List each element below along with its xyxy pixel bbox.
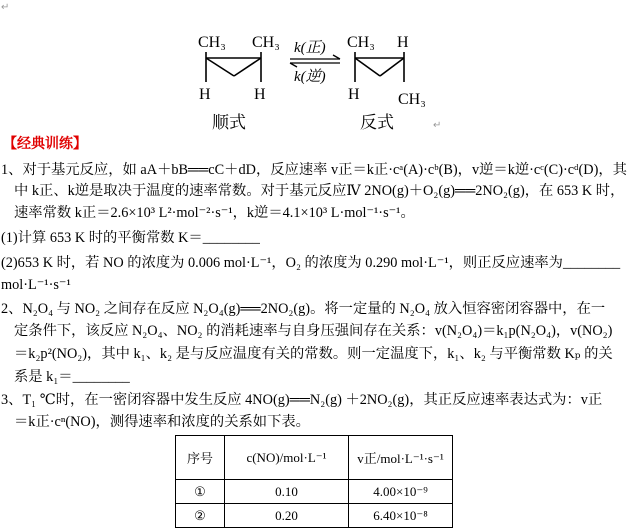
k-reverse: k(逆)	[294, 69, 326, 85]
table-cell: ①	[176, 480, 225, 504]
table-cell: 6.40×10⁻⁸	[349, 504, 453, 528]
table-header-cell: 序号	[176, 436, 225, 480]
paragraph-mark: ↵	[1, 2, 10, 13]
cis-h-left: H	[199, 86, 211, 103]
text-line: 中 k正、k逆是取决于温度的速率常数。对于基元反应Ⅳ 2NO(g)＋O₂(g)══2NO₂(g)，在 653 K 时，	[14, 183, 625, 199]
text-line: mol·L⁻¹·s⁻¹	[1, 277, 71, 293]
table-header-row	[176, 436, 453, 480]
cis-ch3-right: CH₃	[252, 34, 280, 51]
trans-h-top: H	[397, 34, 409, 51]
trans-ch3-bottom: CH₃	[398, 91, 426, 108]
trans-h-bottom: H	[348, 86, 360, 103]
cis-ch3-left: CH₃	[198, 34, 226, 51]
table-header-cell: v正/mol·L⁻¹·s⁻¹	[349, 436, 453, 480]
cis-label: 顺式	[212, 113, 246, 133]
text-line: 速率常数 k正＝2.6×10³ L²·mol⁻²·s⁻¹，k逆＝4.1×10³ L·mol⁻¹·s⁻¹。	[14, 205, 415, 221]
text-line: ＝k₂p²(NO₂)，其中 k₁、k₂ 是与反应温度有关的常数。则一定温度下，k₁、k₂ 与平衡常数 Kₚ 的关	[14, 346, 613, 362]
text-line: ＝k正·cⁿ(NO)，测得速率和浓度的关系如下表。	[14, 414, 310, 430]
trans-label: 反式	[360, 113, 394, 133]
table-cell: 0.20	[225, 504, 349, 528]
table-row	[176, 480, 453, 504]
table-cell: 4.00×10⁻⁹	[349, 480, 453, 504]
table-cell: 0.10	[225, 480, 349, 504]
text-line: 1、对于基元反应，如 aA＋bB══cC＋dD，反应速率 v正＝k正·cᵃ(A)·cᵇ(B)，v逆＝k逆·cᶜ(C)·cᵈ(D)，其	[1, 162, 627, 178]
text-line: (2)653 K 时，若 NO 的浓度为 0.006 mol·L⁻¹，O₂ 的浓度为 0.290 mol·L⁻¹，则正反应速率为________	[1, 255, 621, 271]
cis-trans-diagram	[0, 0, 640, 135]
paragraph-mark: ↵	[433, 120, 442, 131]
k-forward: k(正)	[294, 40, 326, 56]
text-line: 系是 k₁＝________	[14, 369, 130, 385]
text-line: 2、N₂O₄ 与 NO₂ 之间存在反应 N₂O₄(g)══2NO₂(g)。将一定量的 N₂O₄ 放入恒容密闭容器中，在一	[1, 301, 606, 317]
rate-table	[175, 435, 453, 528]
text-line: 定条件下，该反应 N₂O₄、NO₂ 的消耗速率与自身压强间存在关系：v(N₂O₄)＝k₁p(N₂O₄)，v(NO₂)	[14, 323, 613, 339]
text-line: 3、T₁ ℃时，在一密闭容器中发生反应 4NO(g)══N₂(g) ＋2NO₂(g)，其正反应速率表达式为：v正	[1, 392, 603, 408]
text-line: (1)计算 653 K 时的平衡常数 K＝________	[1, 230, 260, 246]
table-cell: ②	[176, 504, 225, 528]
table-row	[176, 504, 453, 528]
cis-h-right: H	[254, 86, 266, 103]
trans-ch3-top: CH₃	[347, 34, 375, 51]
table-header-cell: c(NO)/mol·L⁻¹	[225, 436, 349, 480]
section-heading: 【经典训练】	[3, 136, 87, 152]
